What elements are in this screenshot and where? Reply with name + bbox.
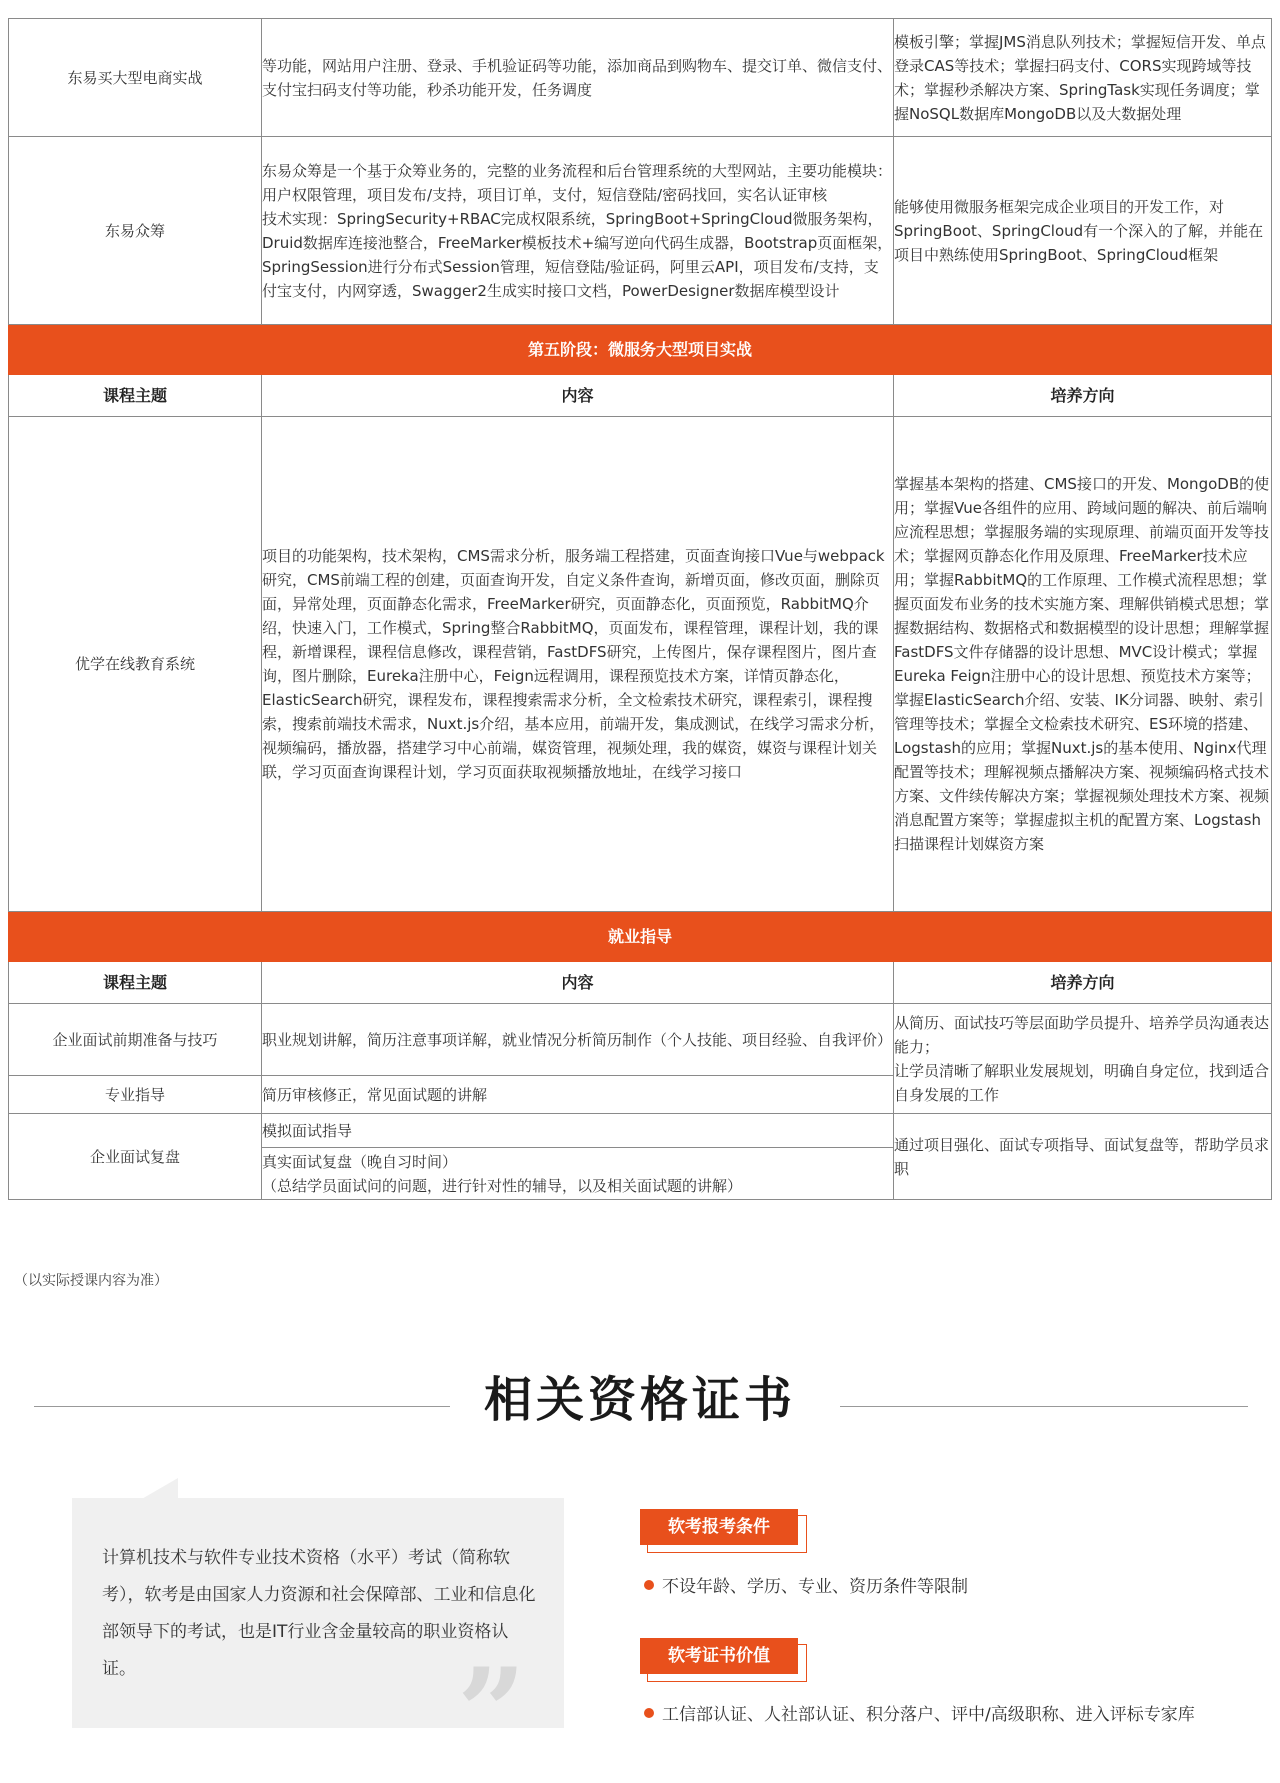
- stage-title: 就业指导: [9, 912, 1272, 962]
- bullet-item: [644, 1700, 1195, 1725]
- header-goal: 培养方向: [894, 375, 1272, 417]
- bullet-text: 不设年龄、学历、专业、资历条件等限制: [662, 1577, 968, 1597]
- stage-title: 第五阶段：微服务大型项目实战: [9, 325, 1272, 375]
- course-topic: 优学在线教育系统: [9, 417, 262, 912]
- bullet-dot-icon: [644, 1708, 654, 1718]
- course-goal: 能够使用微服务框架完成企业项目的开发工作，对SpringBoot、SpringCloud有一个深入的了解，并能在项目中熟练使用SpringBoot、SpringCloud框架: [894, 137, 1272, 325]
- header-goal: 培养方向: [894, 962, 1272, 1004]
- stage-header: [9, 912, 1272, 962]
- course-goal: 掌握基本架构的搭建、CMS接口的开发、MongoDB的使用；掌握Vue各组件的应用、跨域问题的解决、前后端响应流程思想；掌握服务端的实现原理、前端页面开发等技术；掌握网页静态化作用及原理、FreeMarker技术应用；掌握RabbitMQ的工作原理、工作模式流程思想；掌握页面发布业务的技术实施方案、理解供销模式思想；掌握数据结构、数据格式和数据模型的设计思想；理解掌握FastDFS文件存储器的设计思想、MVC设计模式；掌握Eureka Feign注册中心的设计思想、预览技术方案等；掌握ElasticSearch介绍、安装、IK分词器、映射、索引管理等技术；掌握全文检索技术研究、ES环境的搭建、Logstash的应用；掌握Nuxt.js的基本使用、Nginx代理配置等技术；理解视频点播解决方案、视频编码格式技术方案、文件续传解决方案；掌握视频处理技术方案、视频消息配置方案等；掌握虚拟主机的配置方案、Logstash扫描课程计划媒资方案: [894, 417, 1272, 912]
- certificate-value-tag: 软考证书价值: [640, 1638, 798, 1674]
- column-headers: [9, 375, 1272, 417]
- course-goal: [894, 1004, 1272, 1114]
- quote-icon: ”: [457, 1642, 527, 1783]
- course-topic: 企业面试复盘: [9, 1114, 262, 1200]
- bullet-dot-icon: [644, 1580, 654, 1590]
- table-row: [9, 417, 1272, 912]
- course-topic: 东易买大型电商实战: [9, 19, 262, 137]
- course-content: [262, 137, 894, 325]
- course-content: 简历审核修正，常见面试题的讲解: [262, 1076, 894, 1114]
- table-row: [9, 1114, 1272, 1148]
- certificate-description: 计算机技术与软件专业技术资格（水平）考试（简称软考），软考是由国家人力资源和社会保障部、工业和信息化部领导下的考试，也是IT行业含金量较高的职业资格认证。: [102, 1548, 536, 1679]
- bullet-item: [644, 1572, 968, 1597]
- goal-paragraph: 从简历、面试技巧等层面助学员提升、培养学员沟通表达能力；: [894, 1013, 1270, 1056]
- course-goal: 通过项目强化、面试专项指导、面试复盘等，帮助学员求职: [894, 1114, 1272, 1200]
- curriculum-table: [8, 18, 1272, 1200]
- header-topic: 课程主题: [9, 962, 262, 1004]
- section-title: 相关资格证书: [483, 1372, 796, 1428]
- course-goal: 模板引擎；掌握JMS消息队列技术；掌握短信开发、单点登录CAS等技术；掌握扫码支付、CORS实现跨域等技术；掌握秒杀解决方案、SpringTask实现任务调度；掌握NoSQL数据库MongoDB以及大数据处理: [894, 19, 1272, 137]
- course-content: 模拟面试指导: [262, 1114, 894, 1148]
- certificate-description-panel: [72, 1498, 564, 1783]
- course-content: [262, 1148, 894, 1200]
- table-row: [9, 1004, 1272, 1076]
- course-content: 等功能，网站用户注册、登录、手机验证码等功能，添加商品到购物车、提交订单、微信支付、支付宝扫码支付等功能，秒杀功能开发，任务调度: [262, 19, 894, 137]
- header-content: 内容: [262, 962, 894, 1004]
- speech-bubble-tail: [140, 1478, 178, 1500]
- exam-conditions-tag: 软考报考条件: [640, 1509, 798, 1545]
- course-topic: 东易众筹: [9, 137, 262, 325]
- goal-paragraph: 让学员清晰了解职业发展规划，明确自身定位，找到适合自身发展的工作: [894, 1061, 1270, 1104]
- content-line: （总结学员面试问的问题，进行针对性的辅导，以及相关面试题的讲解）: [262, 1176, 743, 1195]
- bullet-text: 工信部认证、人社部认证、积分落户、评中/高级职称、进入评标专家库: [662, 1705, 1195, 1725]
- content-paragraph: 东易众筹是一个基于众筹业务的，完整的业务流程和后台管理系统的大型网站，主要功能模块：用户权限管理，项目发布/支持，项目订单，支付，短信登陆/密码找回，实名认证审核: [262, 161, 893, 204]
- course-topic: 专业指导: [9, 1076, 262, 1114]
- table-row: [9, 137, 1272, 325]
- course-topic: 企业面试前期准备与技巧: [9, 1004, 262, 1076]
- title-divider-right: [840, 1406, 1248, 1407]
- column-headers: [9, 962, 1272, 1004]
- course-content: 项目的功能架构，技术架构，CMS需求分析，服务端工程搭建，页面查询接口Vue与webpack研究，CMS前端工程的创建，页面查询开发，自定义条件查询，新增页面，修改页面，删除页面，异常处理，页面静态化需求，FreeMarker研究，页面静态化，页面预览，RabbitMQ介绍，快速入门，工作模式，Spring整合RabbitMQ，页面发布，课程管理，课程计划，我的课程，新增课程，课程信息修改，课程营销，FastDFS研究，上传图片，保存课程图片，图片查询，图片删除，Eureka注册中心，Feign远程调用，课程预览技术方案，详情页静态化，ElasticSearch研究，课程发布，课程搜索需求分析，全文检索技术研究，课程索引，课程搜索，搜索前端技术需求，Nuxt.js介绍，基本应用，前端开发，集成测试，在线学习需求分析，视频编码，播放器，搭建学习中心前端，媒资管理，视频处理，我的媒资，媒资与课程计划关联，学习页面查询课程计划，学习页面获取视频播放地址，在线学习接口: [262, 417, 894, 912]
- footnote: （以实际授课内容为准）: [14, 1273, 168, 1289]
- table-row: [9, 19, 1272, 137]
- content-line: 真实面试复盘（晚自习时间）: [262, 1152, 458, 1171]
- course-content: 职业规划讲解，简历注意事项详解，就业情况分析简历制作（个人技能、项目经验、自我评价）: [262, 1004, 894, 1076]
- stage-header: [9, 325, 1272, 375]
- header-content: 内容: [262, 375, 894, 417]
- content-paragraph: 技术实现：SpringSecurity+RBAC完成权限系统，SpringBoot+SpringCloud微服务架构，Druid数据库连接池整合，FreeMarker模板技术+编写逆向代码生成器，Bootstrap页面框架，SpringSession进行分布式Session管理，短信登陆/验证码，阿里云API，项目发布/支持，支付宝支付，内网穿透，Swagger2生成实时接口文档，PowerDesigner数据库模型设计: [262, 209, 893, 300]
- header-topic: 课程主题: [9, 375, 262, 417]
